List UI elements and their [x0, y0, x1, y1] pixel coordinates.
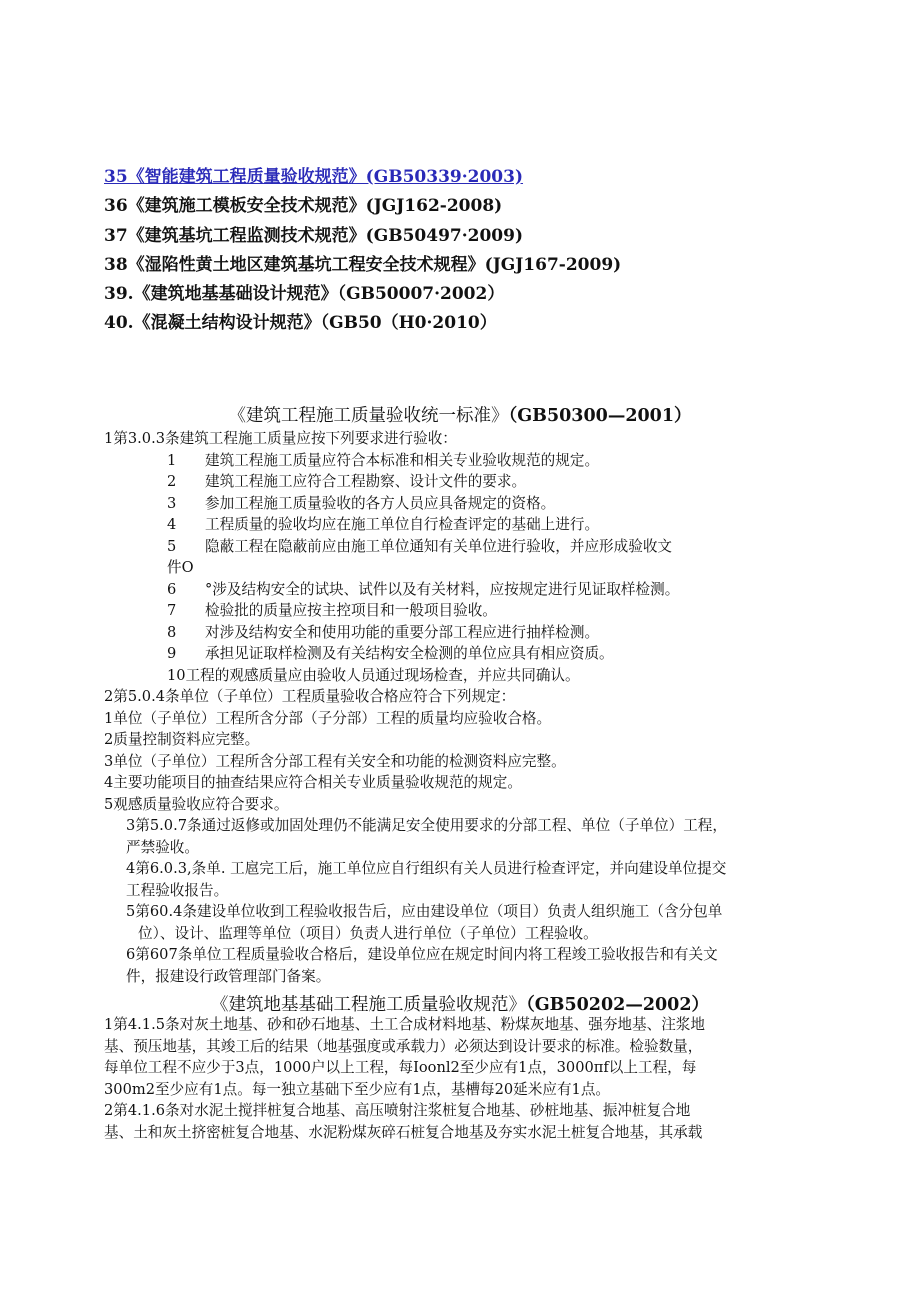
section1-body: [104, 428, 844, 987]
section1-title-code: （GB50300—2001）: [508, 406, 692, 426]
clause2-item: 5观感质量验收应符合要求。: [104, 795, 289, 813]
section2-line: 基、预压地基，其竣工后的结果（地基强度或承载力）必须达到设计要求的标准。检验数量，: [104, 1037, 703, 1055]
clause1-item: 3 参加工程施工质量验收的各方人员应具备规定的资格。: [167, 494, 556, 512]
clause1-head: 1第3.0.3条建筑工程施工质量应按下列要求进行验收：: [104, 430, 457, 447]
standard-item-36: 36《建筑施工模板安全技术规范》(JGJ162-2008): [104, 196, 503, 217]
clause2-item: 1单位（子单位）工程所含分部（子分部）工程的质量均应验收合格。: [104, 709, 552, 727]
clause1-item-continuation: 件O: [167, 559, 194, 576]
clause1-item: 9 承担见证取样检测及有关结构安全检测的单位应具有相应资质。: [167, 645, 614, 662]
section1-title: [0, 402, 920, 427]
clause1-item-10: 10工程的观感质量应由验收人员通过现场检查，并应共同确认。: [167, 666, 580, 684]
section2-line: 基、土和灰土挤密桩复合地基、水泥粉煤灰碎石桩复合地基及夯实水泥土桩复合地基，其承载: [104, 1123, 703, 1141]
section2-title: [0, 991, 920, 1016]
section2-line: 2第4.1.6条对水泥土搅拌桩复合地基、高压喷射注浆桩复合地基、砂桩地基、振冲桩复合地: [104, 1102, 691, 1119]
clause2-item: 3单位（子单位）工程所含分部工程有关安全和功能的检测资料应完整。: [104, 752, 566, 770]
section1-title-name: 《建筑工程施工质量验收统一标准》: [228, 406, 509, 426]
clause1-item: 1 建筑工程施工质量应符合本标准和相关专业验收规范的规定。: [167, 451, 600, 469]
clause2-head: 2第5.0.4条单位（子单位）工程质量验收合格应符合下列规定：: [104, 688, 516, 705]
section2-line: 1第4.1.5条对灰土地基、砂和砂石地基、土工合成材料地基、粉煤灰地基、强夯地基、注浆地: [104, 1016, 705, 1033]
section2-body: [104, 1014, 844, 1143]
clause6-line1: 6第607条单位工程质量验收合格后，建设单位应在规定时间内将工程竣工验收报告和有关文: [126, 946, 718, 963]
standard-item-39: 39.《建筑地基基础设计规范》（GB50007·2002）: [104, 284, 505, 305]
clause5-line1: 5第60.4条建设单位收到工程验收报告后，应由建设单位（项目）负责人组织施工（含分包单: [126, 903, 723, 920]
standard-item-38: 38《湿陷性黄土地区建筑基坑工程安全技术规程》(JGJ167-2009): [104, 254, 622, 275]
clause4-line2: 工程验收报告。: [126, 881, 229, 899]
section2-title-name: 《建筑地基基础工程施工质量验收规范》: [210, 995, 526, 1015]
clause3-line2: 严禁验收。: [126, 838, 199, 856]
section2-title-code: （GB50202—2002）: [525, 995, 710, 1015]
clause4-line1: 4第6.0.3,条单. 工扈完工后，施工单位应自行组织有关人员进行检查评定，并向建设单位提交: [126, 860, 727, 877]
standards-list: [104, 163, 864, 339]
clause1-item: 5 隐蔽工程在隐蔽前应由施工单位通知有关单位进行验收，并应形成验收文: [167, 537, 673, 555]
standard-item-37: 37《建筑基坑工程监测技术规范》(GB50497·2009): [104, 225, 524, 246]
clause3-line1: 3第5.0.7条通过返修或加固处理仍不能满足安全使用要求的分部工程、单位（子单位）工程，: [126, 817, 727, 834]
section2-line: 每单位工程不应少于3点，1000户以上工程，每Ioonl2至少应有1点，3000πf以上工程，每: [104, 1059, 697, 1076]
section2-line: 300m2至少应有1点。每一独立基础下至少应有1点，基槽每20延米应有1点。: [104, 1080, 611, 1098]
standard-link-35[interactable]: 35《智能建筑工程质量验收规范》(GB50339·2003): [104, 167, 524, 187]
clause1-item: 2 建筑工程施工应符合工程勘察、设计文件的要求。: [167, 473, 527, 490]
clause5-line2: 位）、设计、监理等单位（项目）负责人进行单位（子单位）工程验收。: [138, 924, 598, 942]
clause6-line2: 件，报建设行政管理部门备案。: [126, 967, 331, 985]
clause1-item: 6 °涉及结构安全的试块、试件以及有关材料，应按规定进行见证取样检测。: [167, 580, 680, 598]
clause2-item: 2质量控制资料应完整。: [104, 731, 260, 748]
clause1-item: 4 工程质量的验收均应在施工单位自行检查评定的基础上进行。: [167, 516, 600, 533]
standard-item-40: 40.《混凝土结构设计规范》（GB50（H0·2010）: [104, 313, 497, 334]
clause1-item: 8 对涉及结构安全和使用功能的重要分部工程应进行抽样检测。: [167, 623, 600, 641]
clause2-item: 4主要功能项目的抽查结果应符合相关专业质量验收规范的规定。: [104, 774, 522, 791]
clause1-item: 7 检验批的质量应按主控项目和一般项目验收。: [167, 602, 497, 619]
